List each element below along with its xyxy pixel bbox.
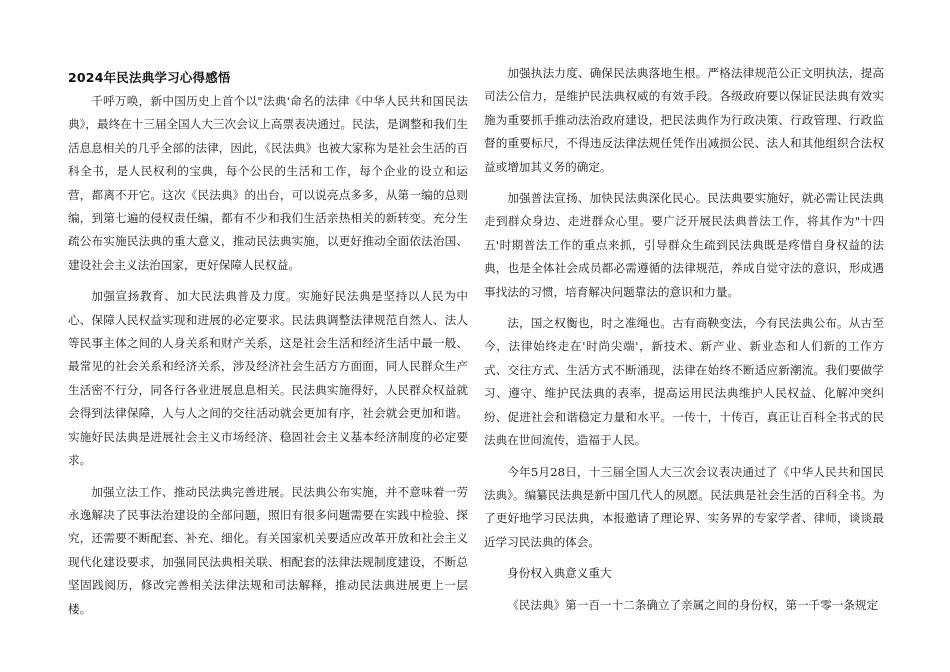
left-column <box>68 62 468 629</box>
paragraph: 加强执法力度、确保民法典落地生根。严格法律规范公正文明执法，提高司法公信力，是维护民法典权威的有效手段。各级政府要以保证民法典有效实施为重要抓手推动法治政府建设，把民法典作为行政决策、行政管理、行政监督的重要标尺，不得违反法律法规任凭作出减损公民、法人和其他组织合法权益或增加其义务的确定。 <box>484 66 884 174</box>
paragraph: 千呼万唤，新中国历史上首个以"法典'命名的法律《中华人民共和国民法典》，最终在十三届全国人大三次会议上高票表决通过。民法，是调整和我们生活息息相关的几乎全部的法律，因此，《民法典》也被大家称为是社会生活的百科全书，是人民权利的宝典，每个公民的生活和工作，每个企业的设立和运营，都离不开它。这次《民法典》的出台，可以说亮点多多，从第一编的总则编，到第七遍的侵权责任编，都有不少和我们生活亲热相关的新转变。充分生疏公布实施民法典的重大意义，推动民法典实施，以更好推动全面依法治国、建设社会主义法治国家，更好保障人民权益。 <box>68 94 468 272</box>
right-column <box>484 62 884 625</box>
document-title: 2024年民法典学习心得感悟 <box>68 70 231 85</box>
section-heading: 身份权入典意义重大 <box>507 566 612 581</box>
paragraph: 加强立法工作、推动民法典完善进展。民法典公布实施，并不意味着一劳永逸解决了民事法治建设的全部问题，照旧有很多问题需要在实践中检验、探究，还需要不断配套、补充、细化。有关国家机关要适应改革开放和社会主义现代化建设要求，加强同民法典相关联、相配套的法律法规制度建设，不断总坚固践阅历，修改完善相关法律法规和司法解释，推动民法典进展更上一层楼。 <box>68 484 468 616</box>
paragraph: 加强宣扬教育、加大民法典普及力度。实施好民法典是坚持以人民为中心、保障人民权益实现和进展的必定要求。民法典调整法律规范自然人、法人等民事主体之间的人身关系和财产关系，这是社会生活和经济生活中最一般、最常见的社会关系和经济关系，涉及经济社会生活方方面面，同人民群众生产生活密不行分，同各行各业进展息息相关。民法典实施得好，人民群众权益就会得到法律保障，人与人之间的交往活动就会更加有序，社会就会更加和谐。实施好民法典是进展社会主义市场经济、稳固社会主义基本经济制度的必定要求。 <box>68 289 468 468</box>
paragraph: 今年5月28日，十三届全国人大三次会议表决通过了《中华人民共和国民法典》。编纂民法典是新中国几代人的夙愿。民法典是社会生活的百科全书。为了更好地学习民法典，本报邀请了理论界、实务界的专家学者、律师，谈谈最近学习民法典的体会。 <box>484 464 884 549</box>
paragraph: 《民法典》第一百一十二条确立了亲属之间的身份权，第一千零一条规定 <box>507 597 879 612</box>
paragraph: 法，国之权衡也，时之准绳也。古有商鞅变法，今有民法典公布。从古至今，法律始终走在'时尚尖端'，新技术、新产业、新业态和人们新的工作方式、交往方式、生活方式不断涌现，法律在始终不断适应新潮流。我们要做学习、遵守、维护民法典的表率，提高运用民法典维护人民权益、化解冲突纠纷、促进社会和谐稳定力量和水平。一传十，十传百，真正让百科全书式的民法典在世间流传，造福于人民。 <box>484 316 884 448</box>
paragraph: 加强普法宣扬、加快民法典深化民心。民法典要实施好，就必需让民法典走到群众身边、走进群众心里。要广泛开展民法典普法工作，将其作为"十四五'时期普法工作的重点来抓，引导群众生疏到民法典既是疼惜自身权益的法典，也是全体社会成员都必需遵循的法律规范，养成自觉守法的意识，形成遇事找法的习惯，培育解决问题靠法的意识和力量。 <box>484 191 884 299</box>
